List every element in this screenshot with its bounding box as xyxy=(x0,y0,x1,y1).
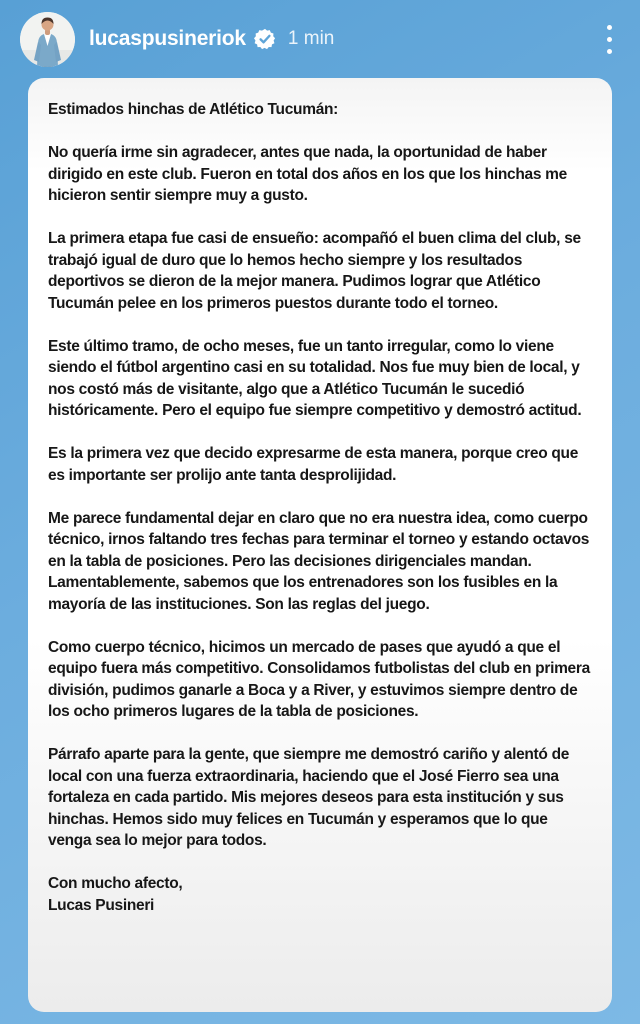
closing-line: Con mucho afecto, xyxy=(48,875,183,892)
letter-paragraph: La primera etapa fue casi de ensueño: acompañó el buen clima del club, se trabajó igual de duro que lo hemos hecho siempre y los resultados deportivos se dieron de la mejor manera. Pudimos lograr que Atlético Tucumán pelee en los primeros puestos durante todo el torneo. xyxy=(48,230,581,312)
signature: Lucas Pusineri xyxy=(48,896,155,914)
letter-closing xyxy=(48,873,592,916)
user-line xyxy=(89,27,334,51)
letter-salutation: Estimados hinchas de Atlético Tucumán: xyxy=(48,101,339,118)
timestamp: 1 min xyxy=(287,28,335,49)
kebab-menu-icon[interactable] xyxy=(603,19,616,60)
avatar[interactable] xyxy=(20,12,75,67)
avatar-photo xyxy=(20,12,75,67)
letter-paragraph: Es la primera vez que decido expresarme de esta manera, porque creo que es importante ser prolijo ante tanta desprolijidad. xyxy=(48,445,579,484)
letter-paragraph: Me parece fundamental dejar en claro que no era nuestra idea, como cuerpo técnico, irnos faltando tres fechas para terminar el torneo y estando octavos en la tabla de posiciones. Pero las decisiones dirigenciales mandan. Lamentablemente, sabemos que los entrenadores son los fusibles en la mayoría de las instituciones. Son las reglas del juego. xyxy=(48,509,590,613)
post-header xyxy=(0,0,640,78)
username[interactable]: lucaspusineriok xyxy=(89,27,246,50)
letter-card xyxy=(28,78,612,1012)
letter-paragraph: Como cuerpo técnico, hicimos un mercado de pases que ayudó a que el equipo fuera más competitivo. Consolidamos futbolistas del club en primera división, pudimos ganarle a Boca y a River, y estuvimos siempre dentro de los ocho primeros lugares de la tabla de posiciones. xyxy=(48,638,590,720)
letter-paragraph: No quería irme sin agradecer, antes que nada, la oportunidad de haber dirigido en este club. Fueron en total dos años en los que los hinchas me hicieron sentir siempre muy a gusto. xyxy=(48,144,567,204)
letter-paragraph: Este último tramo, de ocho meses, fue un tanto irregular, como lo viene siendo el fútbol argentino casi en su totalidad. Nos fue muy bien de local, y nos costó más de visitante, algo que a Atlético Tucumán le sucedió históricamente. Pero el equipo fue siempre competitivo y demostró actitud. xyxy=(48,337,582,419)
verified-badge-icon xyxy=(254,28,276,50)
letter-paragraph: Párrafo aparte para la gente, que siempre me demostró cariño y alentó de local con una fuerza extraordinaria, haciendo que el José Fierro sea una fortaleza en cada partido. Mis mejores deseos para esta institución y sus hinchas. Hemos sido muy felices en Tucumán y esperamos que lo que venga sea lo mejor para todos. xyxy=(48,746,570,849)
